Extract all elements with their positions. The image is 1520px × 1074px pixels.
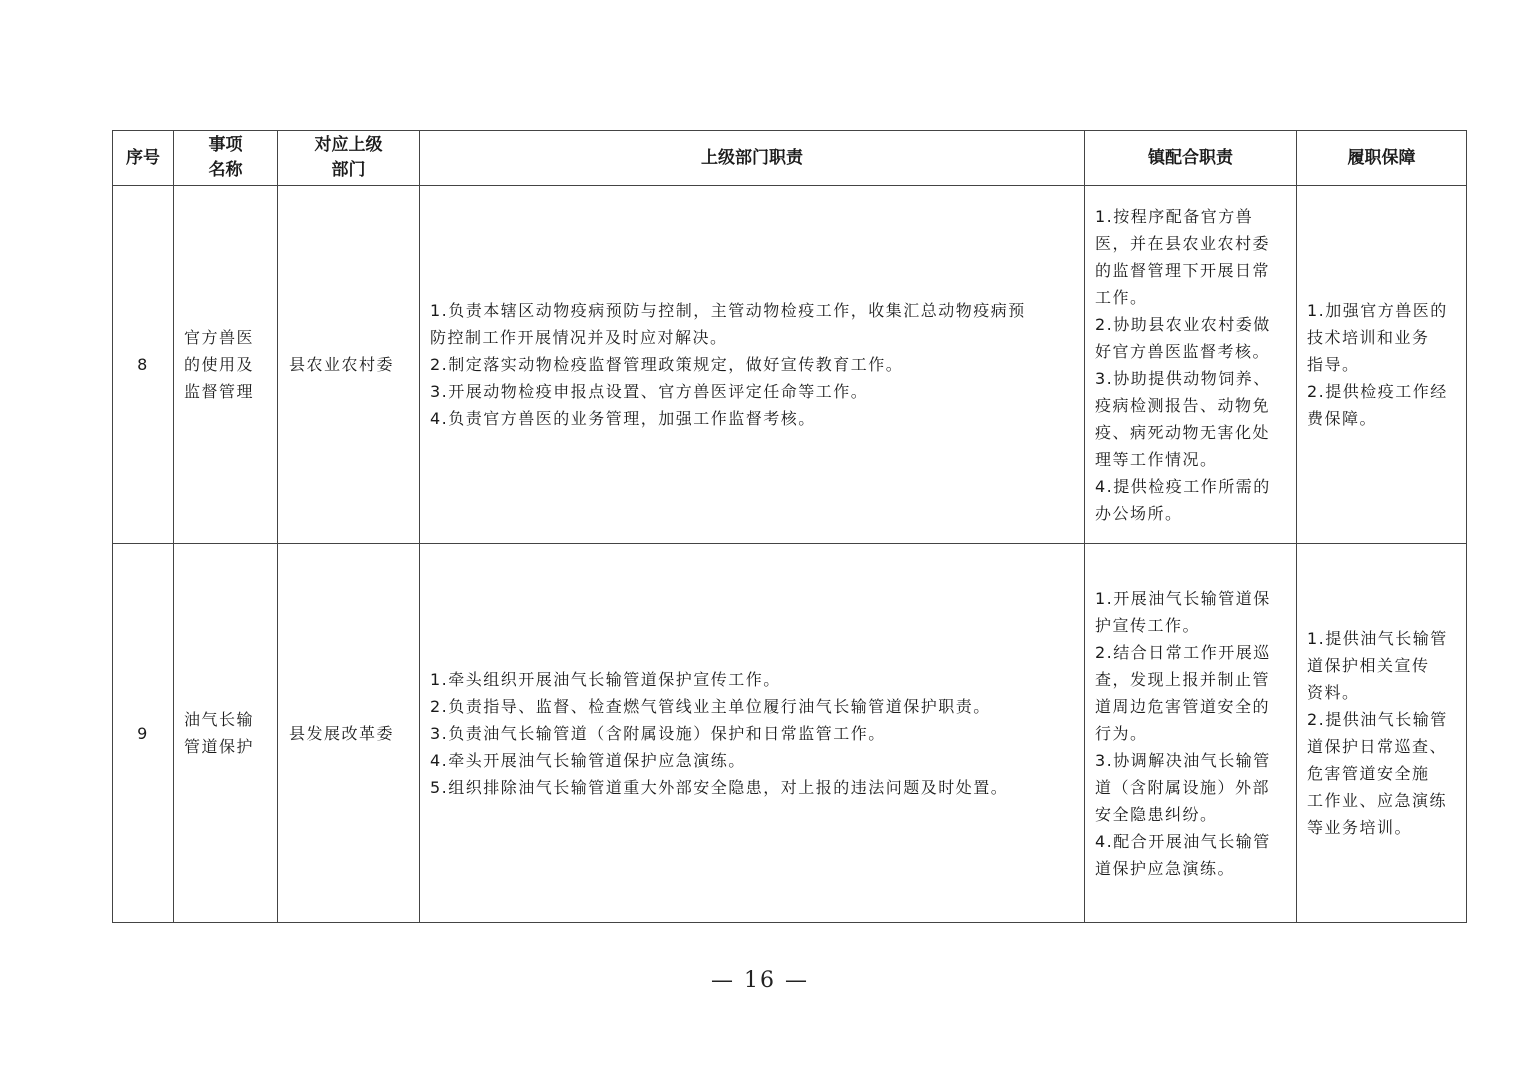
town-duty-line: 办公场所。	[1095, 503, 1183, 523]
header-town-duty: 镇配合职责	[1085, 131, 1297, 186]
guarantee-line: 1.加强官方兽医的	[1307, 301, 1448, 320]
guarantee-line: 道保护相关宣传	[1307, 656, 1430, 675]
header-upper-duty: 上级部门职责	[420, 131, 1085, 186]
town-duties	[1085, 544, 1297, 923]
item-name-line: 监督管理	[184, 382, 255, 401]
town-duty-line: 4.提供检疫工作所需的	[1095, 476, 1271, 496]
upper-dept: 县农业农村委	[278, 186, 420, 544]
duty-line: 4.负责官方兽医的业务管理，加强工作监督考核。	[430, 409, 816, 428]
duty-line: 4.牵头开展油气长输管道保护应急演练。	[430, 750, 746, 770]
duty-line: 3.负责油气长输管道（含附属设施）保护和日常监管工作。	[430, 723, 886, 743]
header-number: 序号	[113, 131, 174, 186]
town-duties	[1085, 186, 1297, 544]
item-name	[174, 186, 278, 544]
header-item-name	[174, 131, 278, 186]
town-duty-line: 医，并在县农业农村委	[1095, 233, 1271, 253]
duty-line: 2.负责指导、监督、检查燃气管线业主单位履行油气长输管道保护职责。	[430, 696, 991, 716]
guarantee-line: 等业务培训。	[1307, 818, 1413, 837]
town-duty-line: 行为。	[1095, 723, 1148, 743]
upper-dept: 县发展改革委	[278, 544, 420, 923]
town-duty-line: 的监督管理下开展日常	[1095, 260, 1271, 280]
town-duty-line: 好官方兽医监督考核。	[1095, 341, 1271, 361]
town-duty-line: 疫、病死动物无害化处	[1095, 422, 1271, 442]
responsibility-table	[112, 130, 1467, 923]
guarantee-line: 费保障。	[1307, 409, 1378, 428]
town-duty-line: 1.按程序配备官方兽	[1095, 206, 1254, 226]
guarantee-line: 工作业、应急演练	[1307, 791, 1448, 810]
guarantee-line: 危害管道安全施	[1307, 764, 1430, 783]
table-row	[113, 544, 1467, 923]
duty-line: 1.牵头组织开展油气长输管道保护宣传工作。	[430, 669, 781, 689]
town-duty-line: 3.协助提供动物饲养、	[1095, 368, 1271, 388]
town-duty-line: 道周边危害管道安全的	[1095, 696, 1271, 716]
guarantee-line: 指导。	[1307, 355, 1360, 374]
town-duty-line: 3.协调解决油气长输管	[1095, 750, 1271, 770]
upper-duties	[420, 186, 1085, 544]
header-dept-line2: 部门	[331, 160, 366, 180]
row-number: 9	[113, 544, 174, 923]
town-duty-line: 道保护应急演练。	[1095, 858, 1236, 878]
town-duty-line: 4.配合开展油气长输管	[1095, 831, 1271, 851]
town-duty-line: 2.结合日常工作开展巡	[1095, 642, 1271, 662]
duty-line: 2.制定落实动物检疫监督管理政策规定，做好宣传教育工作。	[430, 355, 904, 374]
guarantees	[1297, 186, 1467, 544]
item-name-line: 管道保护	[184, 737, 255, 756]
header-row	[113, 131, 1467, 186]
item-name-line: 官方兽医	[184, 328, 255, 347]
page-number: — 16 —	[711, 968, 809, 993]
town-duty-line: 道（含附属设施）外部	[1095, 777, 1271, 797]
guarantee-line: 技术培训和业务	[1307, 328, 1430, 347]
town-duty-line: 1.开展油气长输管道保	[1095, 588, 1271, 608]
table-row	[113, 186, 1467, 544]
town-duty-line: 理等工作情况。	[1095, 449, 1218, 469]
header-dept-line1: 对应上级	[314, 135, 383, 155]
guarantee-line: 2.提供检疫工作经	[1307, 382, 1448, 401]
duty-line: 防控制工作开展情况并及时应对解决。	[430, 328, 728, 347]
guarantee-line: 资料。	[1307, 683, 1360, 702]
town-duty-line: 安全隐患纠纷。	[1095, 804, 1218, 824]
guarantee-line: 1.提供油气长输管	[1307, 629, 1448, 648]
town-duty-line: 查，发现上报并制止管	[1095, 669, 1271, 689]
header-guarantee: 履职保障	[1297, 131, 1467, 186]
item-name-line: 油气长输	[184, 710, 255, 729]
header-item-name-line1: 事项	[208, 135, 243, 155]
header-dept	[278, 131, 420, 186]
town-duty-line: 护宣传工作。	[1095, 615, 1201, 635]
town-duty-line: 工作。	[1095, 287, 1148, 307]
upper-duties	[420, 544, 1085, 923]
town-duty-line: 2.协助县农业农村委做	[1095, 314, 1271, 334]
row-number: 8	[113, 186, 174, 544]
duty-line: 3.开展动物检疫申报点设置、官方兽医评定任命等工作。	[430, 382, 869, 401]
item-name	[174, 544, 278, 923]
item-name-line: 的使用及	[184, 355, 255, 374]
guarantee-line: 2.提供油气长输管	[1307, 710, 1448, 729]
duty-line: 5.组织排除油气长输管道重大外部安全隐患，对上报的违法问题及时处置。	[430, 777, 1009, 797]
guarantees	[1297, 544, 1467, 923]
header-item-name-line2: 名称	[208, 160, 243, 180]
town-duty-line: 疫病检测报告、动物免	[1095, 395, 1271, 415]
duty-line: 1.负责本辖区动物疫病预防与控制，主管动物检疫工作，收集汇总动物疫病预	[430, 301, 1026, 320]
guarantee-line: 道保护日常巡查、	[1307, 737, 1448, 756]
